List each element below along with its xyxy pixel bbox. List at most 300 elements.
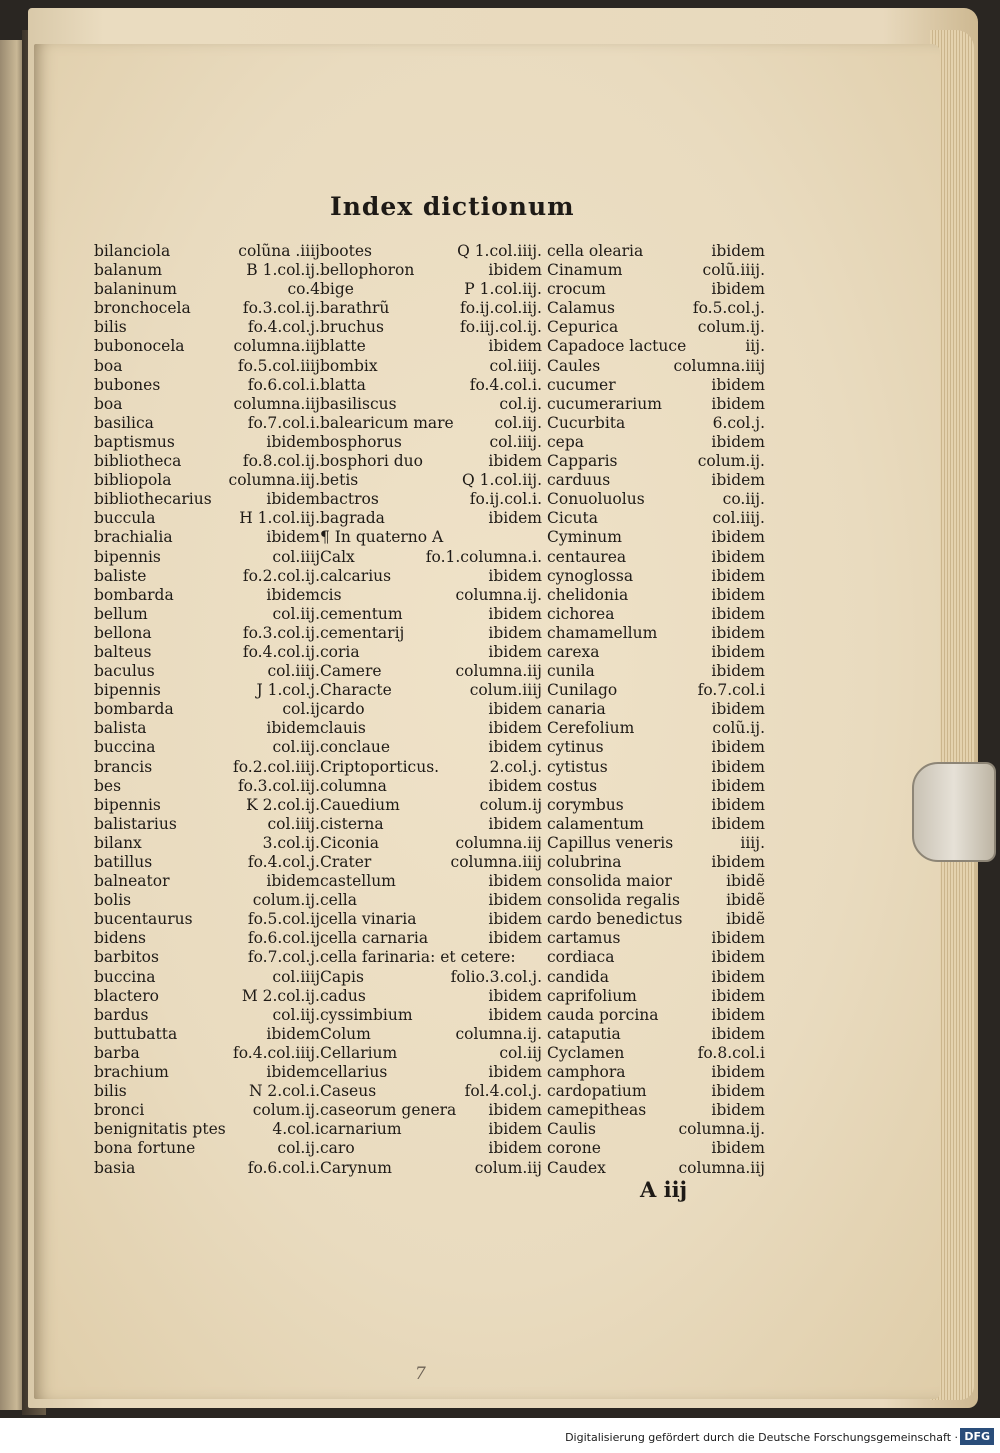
index-reference: colum.ij. <box>697 318 765 337</box>
index-entry <box>320 834 542 853</box>
index-term: caseorum genera <box>320 1101 457 1120</box>
index-reference: fo.ij.col.i. <box>469 490 542 509</box>
index-term: bubones <box>94 375 161 394</box>
index-term: bucentaurus <box>94 910 193 929</box>
index-reference: B 1.col.ij. <box>246 261 320 280</box>
index-term: caprifolium <box>547 986 637 1005</box>
index-reference: ibidem <box>488 700 542 719</box>
index-entry <box>94 738 320 757</box>
index-term: balanum <box>94 261 163 280</box>
index-reference: ibidem <box>488 719 542 738</box>
index-entry <box>320 987 542 1006</box>
index-reference: fo.ij.col.iij. <box>460 299 542 318</box>
index-entry <box>94 605 320 624</box>
index-entry <box>547 643 765 662</box>
index-entry <box>547 1082 765 1101</box>
index-term: balteus <box>94 642 152 661</box>
index-term: caro <box>320 1139 355 1158</box>
index-reference: iiij. <box>740 833 765 852</box>
index-term: brachium <box>94 1063 169 1082</box>
dfg-logo: DFG <box>960 1428 994 1445</box>
index-entry <box>547 433 765 452</box>
index-reference: ibidem <box>711 662 765 681</box>
index-reference: J 1.col.j. <box>256 681 320 700</box>
index-entry <box>94 872 320 891</box>
index-entry <box>94 815 320 834</box>
index-reference: ibidem <box>488 910 542 929</box>
index-term: brachialia <box>94 528 173 547</box>
index-term: cardo benedictus <box>547 910 683 929</box>
index-reference: 4.col.i <box>272 1120 320 1139</box>
index-reference: col.iij <box>499 1043 542 1062</box>
index-entry <box>320 490 542 509</box>
index-term: cunila <box>547 662 595 681</box>
index-term: boa <box>94 356 123 375</box>
index-reference: ibidem <box>711 700 765 719</box>
index-entry <box>547 452 765 471</box>
index-term: Camere <box>320 662 382 681</box>
index-entry <box>320 929 542 948</box>
index-reference: ibidem <box>711 547 765 566</box>
index-entry <box>94 357 320 376</box>
index-entry <box>547 1159 765 1178</box>
page-heading: Index dictionum <box>330 192 575 221</box>
index-entry <box>320 1159 542 1178</box>
index-reference: fo.8.col.ij. <box>242 452 320 471</box>
index-entry <box>94 414 320 433</box>
index-term: buttubatta <box>94 1024 178 1043</box>
index-term: canaria <box>547 700 606 719</box>
index-term: cichorea <box>547 604 615 623</box>
index-entry <box>547 548 765 567</box>
index-reference: H 1.col.iij. <box>239 509 320 528</box>
index-reference: colum.ij. <box>252 891 320 910</box>
index-reference: ibidem <box>711 1024 765 1043</box>
index-entry <box>94 834 320 853</box>
index-reference: col.iiij. <box>489 356 542 375</box>
index-reference: ibidem <box>488 452 542 471</box>
index-reference: ibidem <box>488 1120 542 1139</box>
index-entry <box>547 357 765 376</box>
index-reference: columna.iij <box>678 1158 765 1177</box>
index-term: bactros <box>320 490 379 509</box>
index-reference: ibidem <box>711 967 765 986</box>
index-term: calamentum <box>547 814 644 833</box>
index-entry <box>547 586 765 605</box>
index-term: cytinus <box>547 738 604 757</box>
index-term: boa <box>94 394 123 413</box>
index-term: cucumer <box>547 375 616 394</box>
index-entry <box>320 738 542 757</box>
index-entry <box>320 509 542 528</box>
index-term: bige <box>320 280 354 299</box>
index-reference: col.iiij <box>272 967 320 986</box>
index-term: buccina <box>94 738 156 757</box>
index-term: Conuoluolus <box>547 490 645 509</box>
index-entry <box>94 948 320 967</box>
index-term: columna <box>320 776 387 795</box>
index-entry <box>547 815 765 834</box>
index-reference: col.iiij. <box>712 509 765 528</box>
index-reference: ibidem <box>266 1024 320 1043</box>
index-term: Colum <box>320 1024 371 1043</box>
index-reference: fo.2.col.ij. <box>242 566 320 585</box>
index-entry <box>94 280 320 299</box>
index-term: calcarius <box>320 566 392 585</box>
index-reference: ibidem <box>488 642 542 661</box>
index-entry <box>547 700 765 719</box>
index-reference: col.ij. <box>277 1139 320 1158</box>
index-entry <box>547 796 765 815</box>
index-entry <box>547 261 765 280</box>
index-entry <box>94 777 320 796</box>
funding-credit: Digitalisierung gefördert durch die Deutsche Forschungsgemeinschaft · <box>565 1431 958 1444</box>
index-reference: ibidem <box>711 432 765 451</box>
index-reference: ibidem <box>711 242 765 260</box>
index-reference: columna.iij <box>455 833 542 852</box>
index-term: cementum <box>320 604 403 623</box>
index-term: Caseus <box>320 1082 377 1101</box>
index-entry <box>547 376 765 395</box>
index-term: ¶ In quaterno A <box>320 528 444 547</box>
index-entry <box>547 1139 765 1158</box>
index-term: cis <box>320 585 342 604</box>
index-term: cisterna <box>320 814 384 833</box>
index-entry <box>94 261 320 280</box>
index-reference: columna.iiij <box>673 356 765 375</box>
index-term: Cicuta <box>547 509 598 528</box>
index-term: cardo <box>320 700 365 719</box>
index-entry <box>94 528 320 547</box>
index-term: cataputia <box>547 1024 621 1043</box>
index-term: corone <box>547 1139 601 1158</box>
index-reference: 2.col.j. <box>489 757 542 776</box>
index-entry <box>547 948 765 967</box>
index-reference: ibidem <box>711 853 765 871</box>
index-entry <box>320 261 542 280</box>
index-column-2 <box>320 242 542 1178</box>
index-entry <box>320 758 542 777</box>
index-entry <box>547 242 765 261</box>
index-entry <box>320 1120 542 1139</box>
index-reference: ibidem <box>488 261 542 280</box>
index-entry <box>320 700 542 719</box>
index-term: Caudex <box>547 1158 606 1177</box>
index-entry <box>94 433 320 452</box>
index-reference: M 2.col.ij. <box>241 986 320 1005</box>
index-term: bolis <box>94 891 132 910</box>
index-reference: ibidem <box>711 585 765 604</box>
index-entry <box>94 853 320 872</box>
index-entry <box>547 1063 765 1082</box>
index-term: bilis <box>94 318 127 337</box>
index-reference: ibidem <box>711 814 765 833</box>
index-reference: col.iiij. <box>267 814 320 833</box>
index-entry <box>94 662 320 681</box>
index-entry <box>547 1006 765 1025</box>
index-reference: ibidem <box>711 948 765 967</box>
index-entry <box>320 395 542 414</box>
signature-mark: A iij <box>640 1177 688 1202</box>
index-entry <box>547 414 765 433</box>
index-entry <box>547 509 765 528</box>
index-reference: fo.4.col.iiij. <box>232 1043 320 1062</box>
index-entry <box>320 719 542 738</box>
index-reference: col.iij. <box>494 413 542 432</box>
index-term: cauda porcina <box>547 1005 659 1024</box>
index-term: Cyclamen <box>547 1043 625 1062</box>
index-reference: ibidem <box>711 471 765 490</box>
index-term: carnarium <box>320 1120 402 1139</box>
index-entry <box>94 318 320 337</box>
index-reference: col.iij. <box>272 738 320 757</box>
index-entry <box>547 299 765 318</box>
index-reference: fo.3.col.iij. <box>237 776 320 795</box>
index-reference: ibidem <box>711 566 765 585</box>
index-term: Carynum <box>320 1158 392 1177</box>
index-entry <box>94 490 320 509</box>
index-reference: colũ.iiij. <box>702 261 765 280</box>
index-reference: columna.ij. <box>455 1024 542 1043</box>
index-term: bona fortune <box>94 1139 196 1158</box>
index-term: Cellarium <box>320 1043 398 1062</box>
index-term: clauis <box>320 719 366 738</box>
index-term: bellona <box>94 623 152 642</box>
index-reference: fo.6.col.i. <box>247 375 320 394</box>
index-entry <box>320 872 542 891</box>
index-reference: fo.6.col.ij <box>247 929 320 948</box>
index-reference: columna.ij. <box>455 585 542 604</box>
index-reference: fo.iij.col.ij. <box>460 318 542 337</box>
index-term: cardopatium <box>547 1082 647 1101</box>
index-term: cartamus <box>547 929 621 948</box>
index-reference: ibidem <box>711 394 765 413</box>
index-term: blatte <box>320 337 366 356</box>
index-reference: fo.4.col.j. <box>247 318 320 337</box>
index-entry <box>94 1082 320 1101</box>
index-entry <box>94 471 320 490</box>
index-reference: col.iij. <box>272 1005 320 1024</box>
index-reference: columna.iij <box>455 662 542 681</box>
index-entry <box>320 1101 542 1120</box>
index-entry <box>320 528 542 547</box>
index-entry <box>94 796 320 815</box>
index-entry <box>320 433 542 452</box>
index-reference: col.iiij. <box>267 662 320 681</box>
index-entry <box>320 1082 542 1101</box>
index-reference: ibidem <box>266 490 320 509</box>
index-term: cellarius <box>320 1063 388 1082</box>
index-term: bardus <box>94 1005 149 1024</box>
index-term: balaninum <box>94 280 177 299</box>
index-entry <box>547 605 765 624</box>
index-term: Cunilago <box>547 681 618 700</box>
index-term: Calx <box>320 547 355 566</box>
index-entry <box>94 1063 320 1082</box>
index-entry <box>320 318 542 337</box>
index-term: cella farinaria: et cetere: <box>320 948 516 967</box>
index-term: bronchocela <box>94 299 191 318</box>
index-reference: fo.3.col.ij. <box>242 299 320 318</box>
index-term: cella olearia <box>547 242 644 260</box>
index-reference: ibidem <box>711 757 765 776</box>
index-term: batillus <box>94 853 153 871</box>
index-term: cella carnaria <box>320 929 429 948</box>
index-reference: ibidem <box>711 1005 765 1024</box>
index-reference: ibidem <box>711 280 765 299</box>
index-reference: colum.iiij <box>469 681 542 700</box>
index-entry <box>94 452 320 471</box>
index-entry <box>320 548 542 567</box>
index-reference: colũ.ij. <box>712 719 765 738</box>
index-entry <box>547 1101 765 1120</box>
index-entry <box>320 662 542 681</box>
index-reference: ibidem <box>711 604 765 623</box>
index-entry <box>94 395 320 414</box>
index-term: carexa <box>547 642 600 661</box>
page-clip <box>912 762 996 862</box>
index-entry <box>547 758 765 777</box>
index-entry <box>94 1044 320 1063</box>
index-entry <box>547 490 765 509</box>
index-reference: columna.iiij <box>450 853 542 871</box>
index-reference: ibidẽ <box>726 891 765 910</box>
index-entry <box>94 1139 320 1158</box>
index-term: Characte <box>320 681 392 700</box>
index-entry <box>94 929 320 948</box>
pencil-page-mark: 7 <box>415 1364 426 1384</box>
index-term: balista <box>94 719 147 738</box>
index-entry <box>320 1063 542 1082</box>
index-reference: folio.3.col.j. <box>450 967 542 986</box>
index-term: bellophoron <box>320 261 415 280</box>
index-term: centaurea <box>547 547 627 566</box>
index-entry <box>94 509 320 528</box>
index-term: Ciconia <box>320 833 380 852</box>
index-reference: colũna .iiij <box>238 242 320 260</box>
index-term: crocum <box>547 280 606 299</box>
index-reference: ibidem <box>488 1063 542 1082</box>
index-column-3 <box>547 242 765 1178</box>
index-term: bilanciola <box>94 242 171 260</box>
index-reference: ibidem <box>711 795 765 814</box>
index-entry <box>320 1006 542 1025</box>
index-reference: fo.4.col.ij. <box>242 642 320 661</box>
index-reference: colum.ij. <box>252 1101 320 1120</box>
index-reference: ibidem <box>266 585 320 604</box>
index-term: brancis <box>94 757 153 776</box>
index-entry <box>547 987 765 1006</box>
index-term: bipennis <box>94 681 161 700</box>
index-reference: ibidem <box>488 891 542 910</box>
index-reference: 6.col.j. <box>712 413 765 432</box>
index-entry <box>320 242 542 261</box>
index-term: candida <box>547 967 609 986</box>
index-term: bombarda <box>94 700 174 719</box>
index-term: camphora <box>547 1063 626 1082</box>
index-entry <box>94 719 320 738</box>
index-reference: fo.7.col.i <box>697 681 765 700</box>
index-term: bipennis <box>94 547 161 566</box>
index-term: basia <box>94 1158 136 1177</box>
index-entry <box>320 299 542 318</box>
index-reference: ibidem <box>711 986 765 1005</box>
index-entry <box>547 719 765 738</box>
index-entry <box>320 910 542 929</box>
index-reference: ibidem <box>488 929 542 948</box>
index-term: Cinamum <box>547 261 623 280</box>
index-entry <box>94 586 320 605</box>
index-reference: col.ij. <box>499 394 542 413</box>
index-term: carduus <box>547 471 611 490</box>
index-term: baculus <box>94 662 155 681</box>
index-term: Cyminum <box>547 528 622 547</box>
index-term: balistarius <box>94 814 177 833</box>
index-reference: col.iiij <box>272 547 320 566</box>
index-term: cadus <box>320 986 366 1005</box>
index-reference: ibidem <box>488 872 542 891</box>
index-term: cyssimbium <box>320 1005 413 1024</box>
index-reference: Q 1.col.iiij. <box>457 242 542 260</box>
index-term: cepa <box>547 432 585 451</box>
index-reference: fo.7.col.j. <box>247 948 320 967</box>
index-term: barathrũ <box>320 299 390 318</box>
index-reference: ibidem <box>711 375 765 394</box>
index-reference: ibidem <box>488 1005 542 1024</box>
index-reference: fo.5.col.ij <box>247 910 320 929</box>
index-term: bombarda <box>94 585 174 604</box>
index-reference: 3.col.ij. <box>262 833 320 852</box>
index-entry <box>547 968 765 987</box>
index-entry <box>320 471 542 490</box>
index-entry <box>320 280 542 299</box>
index-term: basiliscus <box>320 394 397 413</box>
index-entry <box>94 376 320 395</box>
index-entry <box>320 681 542 700</box>
index-reference: iij. <box>745 337 765 356</box>
index-entry <box>320 1139 542 1158</box>
index-reference: ibidem <box>488 776 542 795</box>
index-entry <box>547 872 765 891</box>
index-term: barba <box>94 1043 140 1062</box>
index-reference: ibidem <box>488 1101 542 1120</box>
index-term: bubonocela <box>94 337 185 356</box>
index-term: cella vinaria <box>320 910 417 929</box>
index-reference: ibidem <box>488 604 542 623</box>
index-reference: ibidem <box>488 337 542 356</box>
index-term: cytistus <box>547 757 608 776</box>
index-reference: ibidem <box>488 814 542 833</box>
index-entry <box>320 357 542 376</box>
index-entry <box>547 929 765 948</box>
index-reference: co.4 <box>287 280 320 299</box>
index-reference: fo.1.columna.i. <box>425 547 542 566</box>
index-entry <box>547 318 765 337</box>
index-reference: fo.7.col.i. <box>247 413 320 432</box>
index-entry <box>94 987 320 1006</box>
index-term: Capis <box>320 967 364 986</box>
index-entry <box>320 567 542 586</box>
index-reference: ibidem <box>711 776 765 795</box>
index-term: consolida regalis <box>547 891 680 910</box>
index-reference: ibidem <box>266 719 320 738</box>
index-reference: fo.4.col.i. <box>469 375 542 394</box>
index-reference: columna.iij. <box>228 471 320 490</box>
index-reference: ibidem <box>711 623 765 642</box>
index-reference: fo.5.col.j. <box>692 299 765 318</box>
index-term: bibliotheca <box>94 452 182 471</box>
index-entry <box>94 700 320 719</box>
